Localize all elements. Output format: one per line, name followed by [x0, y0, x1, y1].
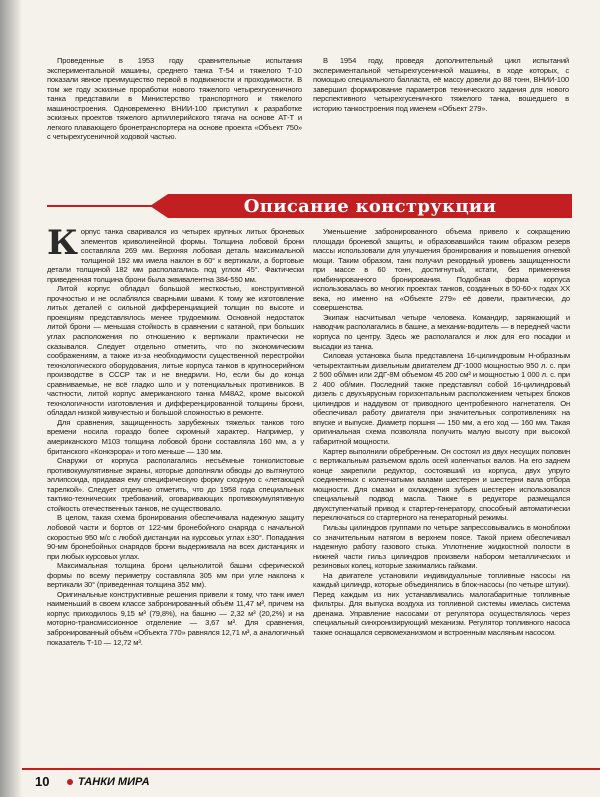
- paragraph: Снаружи от корпуса располагались несъёмные тонколистовые противокумулятивные экраны, которые дополняли обводы до вытянутого эллипсоида, придавая ему специфическую форму сходную с «летающей тарелкой». Следует отдельно отметить, что до 1958 года специальных тактико-технических требований, оговаривающих противокумулятивную стойкость отечественных танков, не существовало.: [47, 456, 304, 513]
- section-title-banner: [168, 194, 572, 218]
- title-rule: [47, 205, 165, 207]
- paragraph: В целом, такая схема бронирования обеспечивала надежную защиту лобовой части и бортов от 122-мм бронебойного снаряда с начальной скоростью 950 м/с с любой дистанции на курсовых углах ±30°. Попадания 90-мм бронебойных снарядов брони выдерживала на всех дистанциях и при любых курсовых углах.: [47, 513, 304, 561]
- paragraph: На двигателе установили индивидуальные топливные насосы на каждый цилиндр, которые объединялись в блок-насосы (по четыре штуки). Перед каждым из них устанавливались малогабаритные топливные фильтры. Для выпуска воздуха из топливной системы имелась система дренажа. Управление насосами от регулятора осуществлялось через специальный синхронизирующий механизм. Регулятор топливного насоса также оснащался сервомеханизмом и встроенным масляным насосом.: [313, 570, 570, 637]
- paragraph: Картер выполнили обребренным. Он состоял из двух несущих половин с вертикальным разъемом вдоль осей коленчатых валов. На его заднем конце закрепили редуктор, состоявший из корпуса, двух упруго соединенных с коленчатыми валами шестерен и шестерни вала отбора мощности. Для смазки и охлаждения зубьев шестерен использовался специальный подвод масла. Также в редукторе размещался двухступенчатый привод к стартер-генератору, способный автоматически переключаться со стартерного на генераторный режимы.: [313, 446, 570, 523]
- paragraph: Проведенные в 1953 году сравнительные испытания экспериментальной машины, среднего танка Т-54 и тяжелого Т-10 показали явное преимущество первой в подвижности и проходимости. В том же году эскизные проработки нового тяжелого четырехгусеничного танка представили в Министерство транспортного и тяжелого машиностроения. Одновременно ВНИИ-100 приступил к разработке эскизных проектов тяжелого артиллерийского тягача на основе АТ-Т и легкого плавающего бронетранспортера на основе проекта «Объект 750» с четырехгусеничной ходовой частью.: [47, 56, 302, 142]
- paragraph: Для сравнения, защищенность зарубежных тяжелых танков того времени носила гораздо более скромный характер. Например, у американского М103 толщина лобовой брони составляла 160 мм, а у британского «Конкэрора» и того меньше — 130 мм.: [47, 417, 304, 456]
- paragraph: Гильзы цилиндров группами по четыре запрессовывались в моноблоки со значительным натягом в верхнем поясе. Такой прием обеспечивал надежную работу газового стыка. Уплотнение жидкостной полости в нижней части гильз цилиндров произвели набором металлических и резиновых колец, которые зажимались гайками.: [313, 522, 570, 571]
- paragraph: Силовая установка была представлена 16-цилиндровым Н-образным четырехтактным дизельным двигателем ДГ-1000 мощностью 950 л. с. при 2 500 об/мин или 2ДГ-8М объемом 45 200 см³ и мощностью 1 000 л. с. при 2 400 об/мин. Последний также представлял собой 16-цилиндровый дизель с двухъярусным горизонтальным расположением четырех блоков цилиндров и наддувом от приводного центробежного нагнетателя. Он обеспечивал работу двигателя при значительных сопротивлениях на впуске и выпуске. Диаметр поршня — 150 мм, а его ход — 160 мм. Такая оригинальная схема позволяла получить малую высоту при высокой габаритной мощности.: [313, 351, 570, 447]
- paragraph: Экипаж насчитывал четыре человека. Командир, заряжающий и наводчик располагались в башне, а механик-водитель — в передней части корпуса по центру. Здесь же располагался и люк для его посадки и высадки из танка.: [313, 312, 570, 351]
- bullet-icon: [67, 779, 73, 785]
- page-number: 10: [35, 774, 50, 789]
- page-binding-shadow: [0, 0, 22, 797]
- paragraph: Оригинальные конструктивные решения привели к тому, что танк имел наименьший в своем классе забронированный объём 11,47 м³, причем на корпус приходилось 9,15 м³ (79,8%), на башню — 2,32 м³ (20,2%) и на моторно-трансмиссионное отделение — 3,67 м³. Для сравнения, забронированный объём «Объекта 770» равнялся 12,71 м³, а аналогичный показатель Т-10 — 12,72 м³.: [47, 589, 304, 647]
- magazine-name: ТАНКИ МИРА: [78, 776, 150, 788]
- paragraph: Максимальная толщина брони цельнолитой башни сферической формы по всему периметру составляла 305 мм при угле наклона к вертикали 30° (приведенная толщина 352 мм).: [47, 561, 304, 590]
- top-left-column: [47, 56, 302, 142]
- paragraph: Корпус танка сваривался из четырех крупных литых броневых элементов криволинейной формы. Толщина лобовой брони составляла 269 мм. Верхняя лобовая деталь максимальной толщиной 192 мм имела наклон в 60° к вертикали, а бортовые детали толщиной 182 мм располагались под углом 45°. Фактически приведенная толщина брони была эквивалентна 384-550 мм.: [47, 223, 304, 284]
- drop-cap: К: [47, 223, 78, 263]
- section-title: Описание конструкции: [243, 196, 497, 217]
- paragraph: В 1954 году, проведя дополнительный цикл испытаний экспериментальной четырехгусеничной машины, в ходе которых, с помощью специального балласта, её массу довели до 88 тонн, ВНИИ-100 завершил формирование параметров технического задания для нового перспективного четырехгусеничного тяжелого танка, вошедшего в историю танкостроения под именем «Объект 279».: [313, 56, 569, 113]
- footer-rule: [22, 768, 600, 770]
- right-column: [313, 227, 570, 638]
- top-right-column: [313, 56, 569, 113]
- paragraph: Литой корпус обладал большой жесткостью, конструктивной прочностью и не ослаблялся сварными швами. К тому же изготовление литых деталей с сильной дифференциацией толщин по высоте и проекциям представлялось менее трудоемким. Основной недостаток литой брони — меньшая стойкость в сравнении с катаной, при больших углах расположения по отношению к вертикали практически не сказывался. Следует отдельно отметить, что по экономическим соображениям, а также из-за необходимости существенной перестройки технологического оборудования, литые корпуса танков в крупносерийном производстве в СССР так и не внедрили. Но, если бы до конца сравниваемые, не всё гладко шло и у потенциальных противников. В частности, литой корпус американского танка М48А2, кроме высокой технологичности изготовления и дифференцированной толщины брони, обладал низкой живучестью и большой сложностью в ремонте.: [47, 284, 304, 418]
- paragraph: Уменьшение забронированного объема привело к сокращению площади броневой защиты, и образовавшийся таким образом резерв массы использовали для улучшения бронирования и повышения огневой мощи. Таким образом, танк получил рекордный уровень защищенности при массе в 60 тонн, достигнутый, кстати, без применения комбинированного бронирования. Подобная форма корпуса использовалась во многих проектах танков, созданных в 50-60-х годах ХХ века, но именно на «Объекте 279» её довели, практически, до совершенства.: [313, 227, 570, 313]
- banner-arrow: [150, 194, 168, 218]
- left-column: [47, 223, 304, 647]
